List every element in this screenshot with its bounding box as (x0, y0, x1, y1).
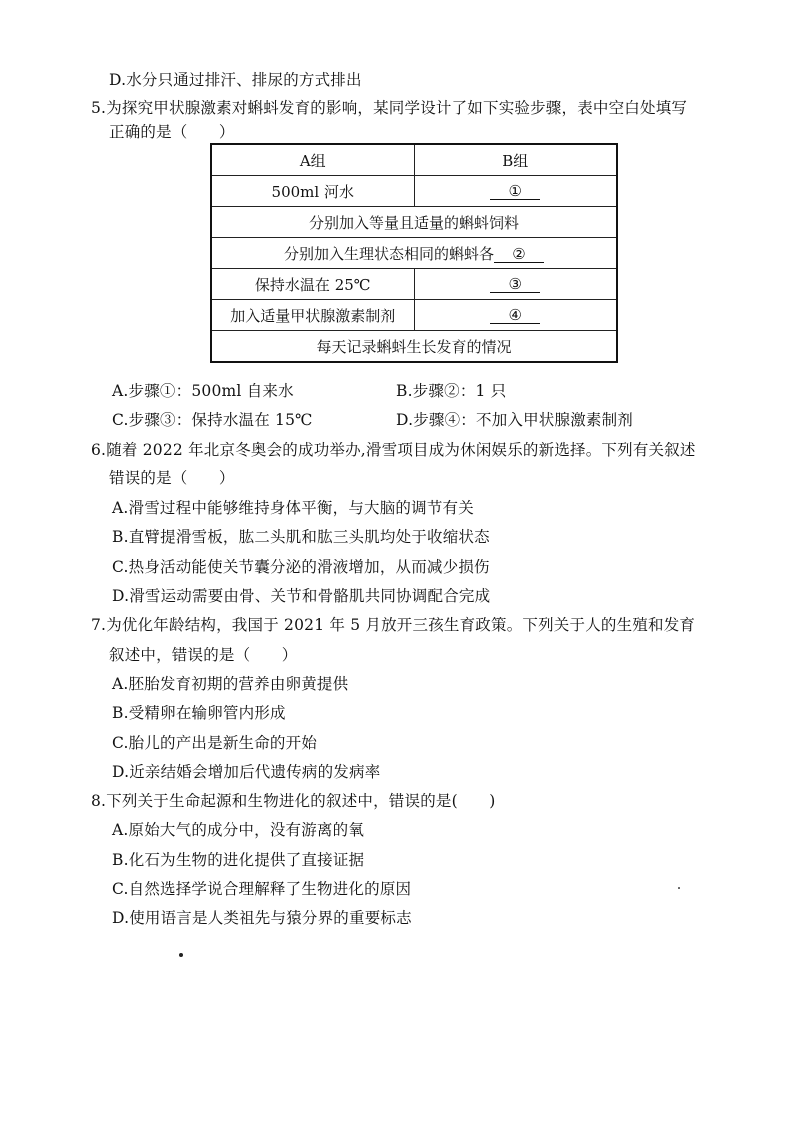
cell-b-hormone (414, 300, 617, 331)
experiment-table (210, 143, 618, 363)
question-8-option-b: B.化石为生物的进化提供了直接证据 (112, 851, 365, 869)
table-row-hormone (211, 300, 617, 331)
question-7-stem-line2: 叙述中，错误的是（ ） (109, 646, 298, 664)
table-row-header (211, 144, 617, 176)
blank-1: ① (490, 183, 540, 200)
question-6-option-c: C.热身活动能使关节囊分泌的滑液增加，从而减少损伤 (112, 558, 490, 576)
question-6-option-a: A.滑雪过程中能够维持身体平衡，与大脑的调节有关 (112, 499, 474, 517)
question-7-option-a: A.胚胎发育初期的营养由卵黄提供 (112, 675, 349, 693)
question-5-stem-line2: 正确的是（ ） (109, 123, 235, 141)
header-group-a: A组 (211, 144, 414, 176)
question-6-stem-line1: 6.随着 2022 年北京冬奥会的成功举办,滑雪项目成为休闲娱乐的新选择。下列有关叙述 (91, 441, 696, 459)
cell-a-temperature: 保持水温在 25℃ (211, 269, 414, 300)
table-row-tadpoles (211, 238, 617, 269)
question-6-option-b: B.直臂提滑雪板，肱二头肌和肱三头肌均处于收缩状态 (112, 528, 490, 546)
question-7-stem-line1: 7.为优化年龄结构，我国于 2021 年 5 月放开三孩生育政策。下列关于人的生殖和发育 (91, 616, 696, 634)
blank-2: ② (494, 246, 544, 263)
cell-a-hormone: 加入适量甲状腺激素制剂 (211, 300, 414, 331)
cell-feed: 分别加入等量且适量的蝌蚪饲料 (211, 207, 617, 238)
question-7-option-d: D.近亲结婚会增加后代遗传病的发病率 (112, 763, 381, 781)
question-8-option-c: C.自然选择学说合理解释了生物进化的原因 (112, 880, 412, 898)
cell-tadpoles (211, 238, 617, 269)
question-7-option-c: C.胎儿的产出是新生命的开始 (112, 734, 318, 752)
question-8-option-a: A.原始大气的成分中，没有游离的氧 (112, 821, 365, 839)
cell-record: 每天记录蝌蚪生长发育的情况 (211, 331, 617, 363)
scan-dot-mark (179, 953, 183, 957)
table-row-feed (211, 207, 617, 238)
table-row-temperature (211, 269, 617, 300)
question-6-stem-line2: 错误的是（ ） (109, 469, 235, 487)
question-5-stem-line1: 5.为探究甲状腺激素对蝌蚪发育的影响，某同学设计了如下实验步骤，表中空白处填写 (91, 99, 688, 117)
table-row-water (211, 176, 617, 207)
option-q4-d: D.水分只通过排汗、排尿的方式排出 (109, 71, 362, 89)
table-row-record (211, 331, 617, 363)
cell-b-water (414, 176, 617, 207)
question-5-option-d: D.步骤④：不加入甲状腺激素制剂 (396, 411, 634, 429)
blank-4: ④ (490, 307, 540, 324)
question-8-option-d: D.使用语言是人类祖先与猿分界的重要标志 (112, 909, 412, 927)
blank-3: ③ (490, 276, 540, 293)
question-5-option-b: B.步骤②：1 只 (396, 382, 507, 400)
cell-a-water: 500ml 河水 (211, 176, 414, 207)
question-5-option-c: C.步骤③：保持水温在 15℃ (112, 411, 313, 429)
question-7-option-b: B.受精卵在输卵管内形成 (112, 704, 286, 722)
question-6-option-d: D.滑雪运动需要由骨、关节和骨骼肌共同协调配合完成 (112, 587, 491, 605)
cell-b-temperature (414, 269, 617, 300)
question-8-stem: 8.下列关于生命起源和生物进化的叙述中，错误的是( ) (91, 792, 496, 810)
header-group-b: B组 (414, 144, 617, 176)
tadpole-text: 分别加入生理状态相同的蝌蚪各 (283, 244, 494, 263)
question-5-option-a: A.步骤①：500ml 自来水 (112, 382, 294, 400)
scan-speck-mark (678, 887, 680, 889)
